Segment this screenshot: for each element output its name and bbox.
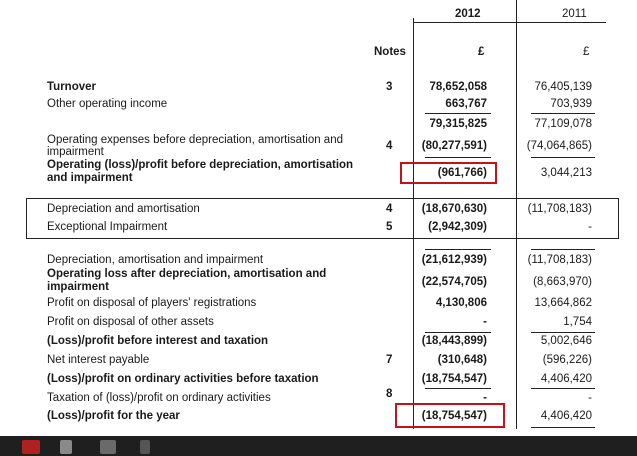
final-rule-prior xyxy=(531,427,595,428)
row-label-profit-year: (Loss)/profit for the year xyxy=(47,410,180,422)
row-prior-pbt: 4,406,420 xyxy=(540,373,592,385)
row-current-pbit: (18,443,899) xyxy=(421,335,487,347)
year-prior-header: 2011 xyxy=(562,8,587,20)
row-prior-turnover: 76,405,139 xyxy=(534,81,592,93)
row-prior-impairment: - xyxy=(588,221,592,233)
subtotal-rule-pbit-current xyxy=(425,332,491,333)
grid-icon[interactable] xyxy=(140,440,150,454)
row-note-net-interest: 7 xyxy=(386,354,393,366)
row-prior-profit-year: 4,406,420 xyxy=(540,410,592,422)
row-label-dep-total: Depreciation, amortisation and impairment xyxy=(47,254,264,266)
record-button[interactable] xyxy=(22,440,40,454)
row-label-other-income: Other operating income xyxy=(47,98,168,110)
row-current-players-disposal: 4,130,806 xyxy=(435,297,487,309)
subtotal-rule-dep-prior xyxy=(531,249,595,250)
row-current-depreciation: (18,670,630) xyxy=(421,203,487,215)
row-current-operating-expenses: (80,277,591) xyxy=(421,140,487,152)
row-label-taxation: Taxation of (loss)/profit on ordinary activities xyxy=(47,392,271,404)
row-current-taxation: - xyxy=(483,392,487,404)
row-prior-pbit: 5,002,646 xyxy=(540,335,592,347)
row-current-net-interest: (310,648) xyxy=(437,354,487,366)
subtotal-rule-turnover-current xyxy=(425,113,491,114)
subtotal-rule-expenses-prior xyxy=(531,157,595,158)
row-current-operating-result: (961,766) xyxy=(437,167,487,179)
row-prior-other-income: 703,939 xyxy=(550,98,592,110)
year-current-header: 2012 xyxy=(455,8,481,20)
text-tool-icon[interactable] xyxy=(100,440,116,454)
currency-prior-header: £ xyxy=(583,46,590,58)
subtotal-rule-tax-current xyxy=(425,388,491,389)
row-note-operating-expenses: 4 xyxy=(386,140,393,152)
row-label-pbt: (Loss)/profit on ordinary activities before taxation xyxy=(47,373,319,385)
row-label-depreciation: Depreciation and amortisation xyxy=(47,203,200,215)
row-prior-taxation: - xyxy=(588,392,592,404)
row-note-turnover: 3 xyxy=(386,81,393,93)
row-prior-operating-expenses: (74,064,865) xyxy=(526,140,592,152)
row-prior-players-disposal: 13,664,862 xyxy=(534,297,592,309)
row-current-operating-loss-after: (22,574,705) xyxy=(421,276,487,288)
subtotal-rule-turnover-prior xyxy=(531,113,595,114)
row-prior-operating-result: 3,044,213 xyxy=(540,167,592,179)
row-label-turnover: Turnover xyxy=(47,81,96,93)
row-label-operating-loss-after-line1: Operating loss after depreciation, amortisation and xyxy=(47,268,327,280)
row-prior-other-assets-disposal: 1,754 xyxy=(563,316,592,328)
row-note-impairment: 5 xyxy=(386,221,393,233)
row-current-dep-total: (21,612,939) xyxy=(421,254,487,266)
row-label-other-assets-disposal: Profit on disposal of other assets xyxy=(47,316,214,328)
row-current-impairment: (2,942,309) xyxy=(428,221,487,233)
year-prior-underline xyxy=(516,22,606,23)
row-label-operating-result-line1: Operating (loss)/profit before depreciation, amortisation xyxy=(47,159,354,171)
taskbar xyxy=(0,436,637,456)
year-current-underline xyxy=(413,22,516,23)
row-label-operating-expenses-line2: impairment xyxy=(47,146,104,158)
subtotal-rule-expenses-current xyxy=(425,157,491,158)
subtotal-rule-pbit-prior xyxy=(531,332,595,333)
row-prior-dep-total: (11,708,183) xyxy=(527,254,592,266)
row-label-operating-result-line2: and impairment xyxy=(47,172,133,184)
row-prior-operating-loss-after: (8,663,970) xyxy=(533,276,592,288)
notes-header: Notes xyxy=(374,46,406,58)
row-label-impairment: Exceptional Impairment xyxy=(47,221,168,233)
row-label-operating-expenses-line1: Operating expenses before depreciation, amortisation and xyxy=(47,134,343,146)
row-current-other-income: 663,767 xyxy=(445,98,487,110)
row-label-operating-loss-after-line2: impairment xyxy=(47,281,109,293)
subtotal-rule-tax-prior xyxy=(531,388,595,389)
row-note-depreciation: 4 xyxy=(386,203,393,215)
row-note-taxation: 8 xyxy=(386,388,393,400)
row-current-turnover: 78,652,058 xyxy=(429,81,487,93)
subtotal-rule-dep-current xyxy=(425,249,491,250)
row-label-pbit: (Loss)/profit before interest and taxation xyxy=(47,335,269,347)
row-label-players-disposal: Profit on disposal of players' registrations xyxy=(47,297,257,309)
row-label-net-interest: Net interest payable xyxy=(47,354,150,366)
row-current-subtotal-income: 79,315,825 xyxy=(429,118,487,130)
row-prior-depreciation: (11,708,183) xyxy=(527,203,592,215)
row-current-profit-year: (18,754,547) xyxy=(421,410,487,422)
row-prior-subtotal-income: 77,109,078 xyxy=(534,118,592,130)
row-current-pbt: (18,754,547) xyxy=(421,373,487,385)
document-icon[interactable] xyxy=(60,440,72,454)
row-prior-net-interest: (596,226) xyxy=(542,354,592,366)
row-current-other-assets-disposal: - xyxy=(483,316,487,328)
currency-current-header: £ xyxy=(478,46,485,58)
